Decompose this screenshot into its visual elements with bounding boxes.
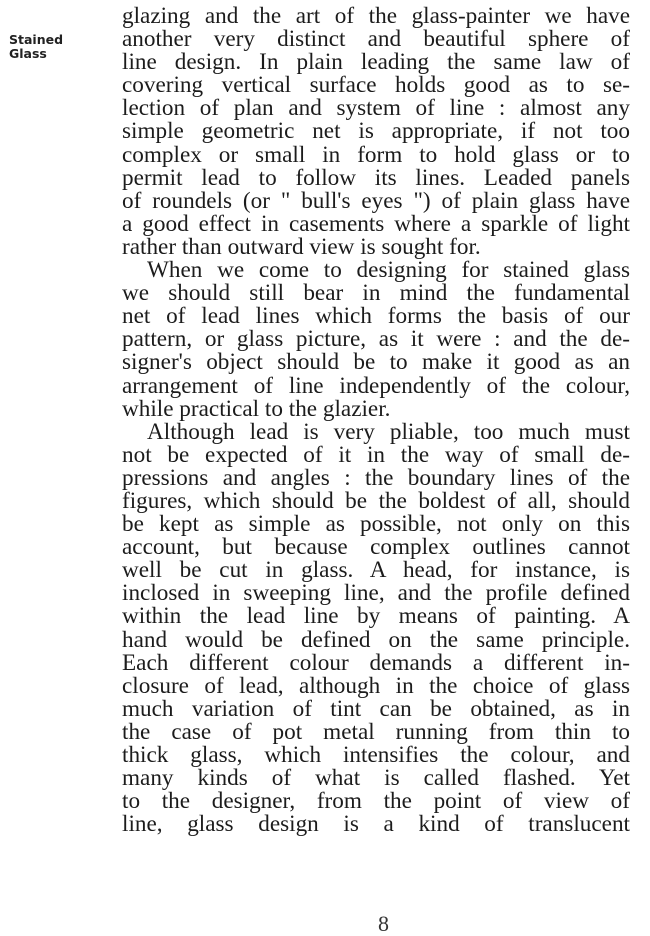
- text-line: we should still bear in mind the fundamental: [122, 280, 630, 307]
- text-line: covering vertical surface holds good as to se-: [122, 72, 630, 99]
- text-line: closure of lead, although in the choice of glass: [122, 672, 630, 699]
- text-line: simple geometric net is appropriate, if not too: [122, 118, 630, 145]
- marginal-note: [9, 33, 63, 61]
- text-line: permit lead to follow its lines. Leaded panels: [122, 164, 630, 191]
- cutoff-glyph: 8: [378, 911, 389, 936]
- text-line: within the lead line by means of painting. A: [122, 603, 630, 630]
- text-line: many kinds of what is called flashed. Yet: [122, 765, 630, 792]
- text-line: not be expected of it in the way of small de-: [122, 441, 630, 468]
- text-line: a good effect in casements where a sparkle of light: [122, 210, 630, 237]
- text-line: pressions and angles : the boundary lines of the: [122, 464, 630, 491]
- text-line: Each different colour demands a different in-: [122, 649, 630, 676]
- text-line: glazing and the art of the glass-painter we have: [122, 3, 630, 29]
- text-line: Although lead is very pliable, too much must: [147, 418, 630, 445]
- text-line: hand would be defined on the same principle.: [122, 626, 630, 653]
- text-line: the case of pot metal running from thin to: [122, 718, 630, 745]
- text-line: lection of plan and system of line : almost any: [122, 95, 630, 122]
- text-line: line design. In plain leading the same law of: [122, 49, 630, 76]
- text-line: line, glass design is a kind of translucent: [122, 811, 630, 838]
- text-line: When we come to designing for stained glass: [147, 257, 630, 284]
- text-line: net of lead lines which forms the basis of our: [122, 303, 630, 330]
- text-line: while practical to the glazier.: [122, 395, 391, 422]
- text-line: complex or small in form to hold glass or to: [122, 141, 630, 168]
- marginal-note-line-2: Glass: [9, 46, 47, 61]
- text-line: to the designer, from the point of view of: [122, 788, 630, 815]
- text-line: arrangement of line independently of the colour,: [122, 372, 630, 399]
- text-line: figures, which should be the boldest of all, should: [122, 487, 630, 514]
- text-line: pattern, or glass picture, as it were : and the de-: [122, 326, 630, 353]
- text-line: inclosed in sweeping line, and the profile defined: [122, 580, 630, 607]
- text-line: thick glass, which intensifies the colour, and: [122, 742, 630, 768]
- text-line: rather than outward view is sought for.: [122, 233, 481, 260]
- text-line: well be cut in glass. A head, for instance, is: [122, 557, 630, 584]
- marginal-note-line-1: Stained: [9, 32, 64, 47]
- text-line: be kept as simple as possible, not only on this: [122, 511, 630, 538]
- text-line: signer's object should be to make it good as an: [122, 349, 630, 376]
- text-line: account, but because complex outlines cannot: [122, 534, 630, 561]
- text-line: much variation of tint can be obtained, as in: [122, 695, 630, 722]
- text-line: another very distinct and beautiful sphere of: [122, 26, 630, 53]
- text-line: of roundels (or " bull's eyes ") of plain glass have: [122, 187, 630, 214]
- body-text: [122, 5, 630, 836]
